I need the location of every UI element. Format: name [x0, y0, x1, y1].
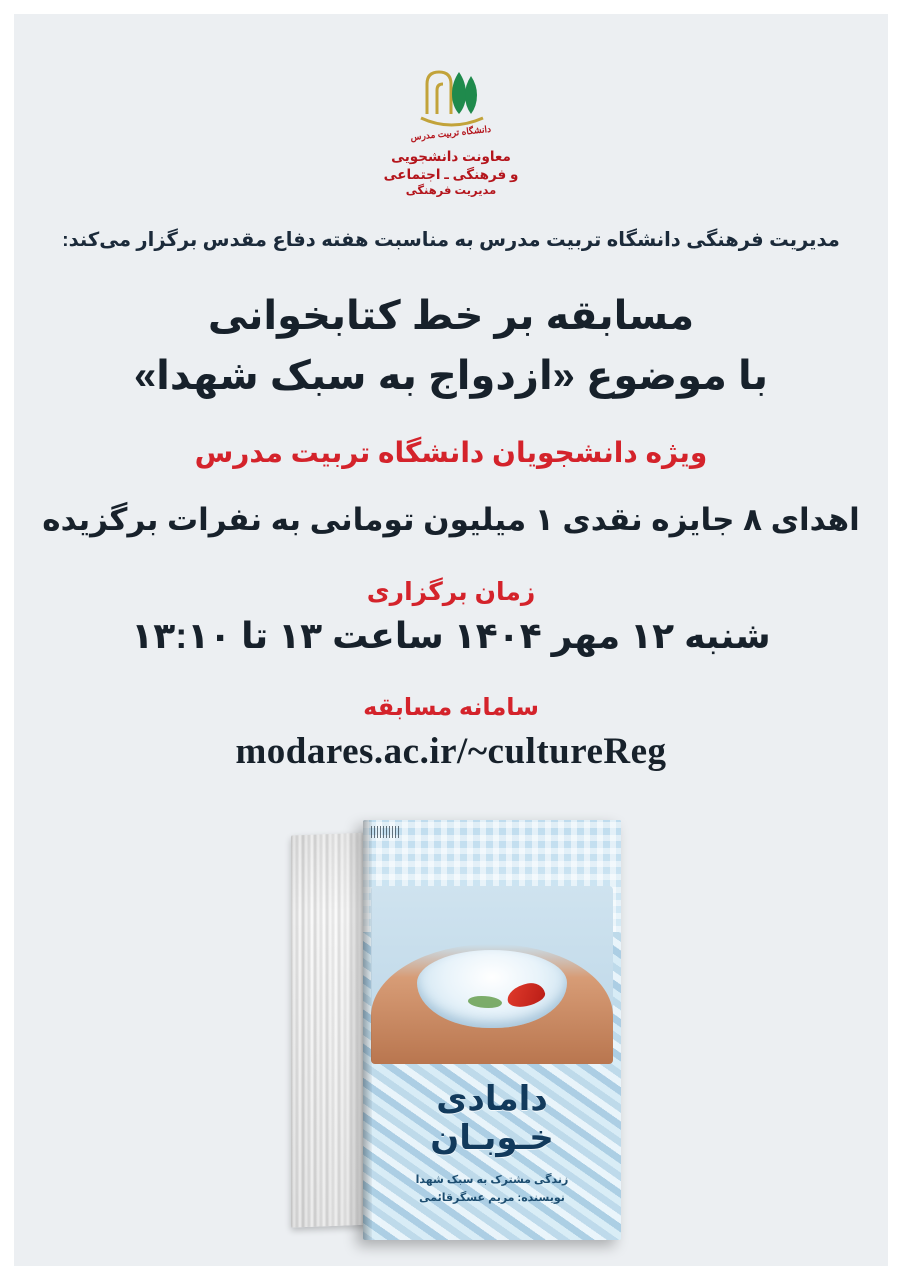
logo-block — [14, 60, 888, 199]
book-subtitle: زندگی مشترک به سبک شهدا — [415, 1174, 569, 1186]
time-value: شنبه ۱۲ مهر ۱۴۰۴ ساعت ۱۳ تا ۱۳:۱۰ — [131, 614, 771, 656]
system-url-link[interactable]: modares.ac.ir/~cultureReg — [235, 730, 667, 772]
book-pages-stack — [291, 832, 371, 1227]
system-label: سامانه مسابقه — [363, 693, 539, 721]
time-label: زمان برگزاری — [366, 577, 536, 606]
book-title-line-1: دامادی — [436, 1080, 548, 1118]
book-cover-subtitle-block — [363, 1172, 621, 1207]
book-cover — [363, 820, 621, 1240]
intro-text: مدیریت فرهنگی دانشگاه تربیت مدرس به مناسبت هفته دفاع مقدس برگزار می‌کند: — [62, 228, 840, 251]
university-logo-icon — [391, 60, 511, 146]
headline — [41, 286, 861, 406]
headline-line-1: مسابقه بر خط کتابخوانی — [207, 293, 695, 338]
book-cover-photo — [371, 886, 613, 1064]
logo-caption-line2: و فرهنگی ـ اجتماعی — [383, 166, 519, 182]
book-title-line-2: خـوبـان — [430, 1118, 554, 1157]
book-image — [281, 820, 621, 1250]
svg-text:دانشگاه تربیت مدرس: دانشگاه تربیت مدرس — [409, 123, 492, 143]
book-barcode-icon — [371, 826, 401, 838]
audience-text: ویژه دانشجویان دانشگاه تربیت مدرس — [194, 436, 708, 468]
book-spine — [363, 820, 372, 1240]
logo-caption-line3: مدیریت فرهنگی — [405, 184, 497, 197]
logo-caption-line1: معاونت دانشجویی — [391, 149, 511, 164]
prize-text: اهدای ۸ جایزه نقدی ۱ میلیون تومانی به نفرات برگزیده — [42, 501, 860, 537]
book-cover-title — [363, 1082, 621, 1158]
poster-canvas — [14, 14, 888, 1266]
headline-line-2: با موضوع «ازدواج به سبک شهدا» — [133, 353, 769, 398]
logo-caption — [384, 148, 519, 199]
book-author: نویسنده: مریم عسگرقائمی — [419, 1191, 565, 1204]
